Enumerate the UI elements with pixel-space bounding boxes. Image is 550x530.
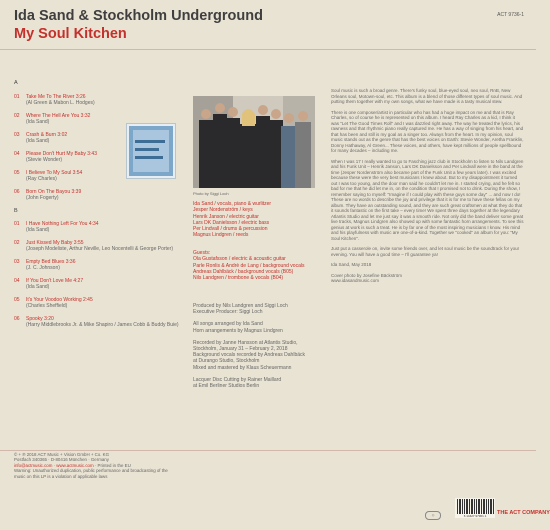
track-title: Please Don't Hurt My Baby 3:43: [26, 151, 97, 157]
credit-line: Mixed and mastered by Klaus Scheuermann: [193, 364, 292, 371]
credit-line: Horn arrangements by Magnus Lindgren: [193, 327, 283, 334]
musician: Jesper Nordenström / keys: [193, 207, 253, 214]
track-composer: (Charles Sheffield): [26, 303, 68, 310]
track-title: Crash & Burn 3:02: [26, 132, 68, 138]
track-composer: (Al Green & Mabon L. Hodges): [26, 100, 95, 107]
barcode-number: 6 14427 97361 1: [463, 514, 487, 518]
track-title: Spooky 3:20: [26, 316, 54, 322]
credit-line: Recorded by Janne Hansson at Atlantis Studio,: [193, 339, 298, 346]
track-title: Where The Hell Are You 3:32: [26, 113, 91, 119]
credit-line: at Durango Studio, Stockholm: [193, 358, 260, 365]
track-number: 05: [14, 170, 20, 176]
production-credits: [193, 303, 317, 389]
musician: Ida Sand / vocals, piano & wurlitzer: [193, 201, 272, 207]
guest: Parle Ronlis & Andrè de Lang / background vocals: [193, 262, 305, 269]
track-composer: (J. C. Johnson): [26, 265, 60, 272]
liner-paragraph: When I was 17 I really wanted to go to Fasching jazz club in Stockholm to listen to Nils Landgren and his Funk Unit – Henrik Janson, Lars DK Danielsson and Per Lindvall were in the band at the time (Jesper Nordenström also became part of the Funk Unit a few years later). I was excited because these were the very best musicians I knew about. But to my disappointment it turned out I was too young, and the door man said he couldn't let me in. I started crying, and he felt so bad for me that he did let me in, on the condition that I promised not to drink. During the show, I remember saying to myself: "Imagine if I could play with these guys some day" ... and now I do! These are no words to describe the joy and privilege that it is for me to have these fellas on my album. They have an outstanding sound, and they are such great craftsmen at what they do that it sounds fantastic on the first take – every time! We spent three days together at the legendary Atlantis Studio and let me just say it was a smooth ride. Not only did the band deliver some great live tracks, Magnus Lindgren also showed up with some fantastic horn arrangements. To see this genius at work is such a treat. He is by far one of the most inspiring musicians I know. His mind and his playfulness with music are one-of-a-kind. Together we "cooked" an album for you: "My Soul Kitchen".: [331, 158, 524, 241]
guests-heading: Guests:: [193, 250, 211, 256]
copyright: © + ℗ 2018 ACT Music + Vision GmbH + Co. KG: [14, 452, 110, 457]
side-a-label: A: [14, 80, 18, 86]
credit-line: Lacquer Disc Cutting by Rainer Maillard: [193, 376, 282, 383]
track-composer: (John Fogerty): [26, 195, 59, 202]
cover-photo-credit: Cover photo by Josefine Bäckström www.idasandmusic.com: [331, 272, 403, 283]
track-number: 06: [14, 316, 20, 322]
band-photo: [193, 96, 315, 188]
track-composer: (Ida Sand): [26, 119, 50, 126]
track-item: [14, 240, 174, 253]
track-title: It's Your Voodoo Working 2:45: [26, 297, 93, 303]
track-item: [14, 259, 174, 272]
liner-notes: [331, 88, 524, 289]
track-item: [14, 297, 174, 310]
side-b-label: B: [14, 208, 18, 214]
credit-line: All songs arranged by Ida Sand: [193, 321, 263, 328]
credit-line: at Emil Berliner Studios Berlin: [193, 383, 260, 390]
track-composer: (Ida Sand): [26, 138, 50, 145]
track-number: 06: [14, 189, 20, 195]
credit-line: Executive Producer: Siggi Loch: [193, 309, 263, 316]
liner-paragraph: Soul music is such a broad genre. There's funky soul, blue-eyed soul, neo soul, RnB, New Orleans soul, Motown-soul, etc. This album is a blend of those different types of soul music. And putting them together with my own songs, what we have made is a tasty musical stew.: [331, 88, 523, 104]
track-title: I Believe To My Soul 3:54: [26, 170, 83, 176]
track-number: 03: [14, 132, 20, 138]
liner-signature: Ida Sand, May 2018: [331, 262, 372, 267]
postal-address: Postfach 340365 · D-80416 München · Germany: [14, 457, 109, 463]
credit-line: Produced by Nils Landgren and Siggi Loch: [193, 303, 288, 309]
track-number: 05: [14, 297, 20, 303]
track-title: I Have Nothing Left For You 4:34: [26, 221, 99, 227]
musician: Lars DK Danielsson / electric bass: [193, 219, 270, 226]
guests-list: [193, 250, 317, 281]
email-link[interactable]: info@actmusic.com: [14, 462, 53, 468]
track-composer: (Ray Charles): [26, 176, 57, 183]
track-composer: (Joseph Modeliste, Arthur Neville, Leo Nocentelli & George Porter): [26, 246, 174, 253]
track-item: [14, 221, 174, 234]
promo-sticker: [127, 124, 175, 178]
musicians-list: [193, 201, 317, 239]
catalog-number: ACT 9736-1: [497, 12, 524, 18]
track-title: Born On The Bayou 3:39: [26, 189, 82, 195]
legal-warning: Warning: Unauthorized duplication, public performance and broadcasting of the music on this LP is a violation of applicable laws: [14, 468, 168, 479]
track-item: [14, 94, 174, 107]
credit-line: Background vocals recorded by Andreas Dahlbäck: [193, 352, 306, 359]
header-divider: [0, 49, 536, 50]
liner-paragraph: There is one composer/artist in particular who has had a huge impact on me and that is Ray Charles, so of course he is represented on this album. I heard Ray Charles as a kid, I think it was "Let The Good Times Roll" and I was dazzled right away. The way he treated the lyrics, his rawness and that rhythmic piano really captured me. He has a way of singing from his heart, and that has been and still is my goal as a singer too. Always from the heart. In my opinion, soul music stands out as the genre that has the best voices on Earth: Stevie Wonder, Aretha Franklin, Donny Hathaway, Al Green... These voices, and others, have kept millions of people spellbound for many decades – including me.: [331, 109, 524, 153]
photo-credit: Photo by Siggi Loch: [193, 191, 229, 196]
track-composer: (Ida Sand): [26, 227, 50, 234]
guest: Nils Landgren / trombone & vocals (B04): [193, 275, 284, 282]
track-composer: (Harry Middlebrooks Jr. & Mike Shapiro / James Cobb & Buddy Buie): [26, 322, 179, 329]
credit-line: Stockholm, January 31 – February 2, 2018: [193, 346, 288, 353]
track-composer: (Ida Sand): [26, 284, 50, 291]
artist-title: Ida Sand & Stockholm Underground: [14, 8, 263, 24]
track-title: If You Don't Love Me 4:27: [26, 278, 84, 284]
legal-footer: © + ℗ 2018 ACT Music + Vision GmbH + Co. KG Postfach 340365 · D-80416 München · Germany info@actmusic.com · www.actmusic.com · Printed in the EU Warning: Unauthorized duplication, public performance and broadcasting of the music on this LP is a violation of applicable laws: [14, 452, 174, 479]
track-title: Empty Bed Blues 3:36: [26, 259, 76, 265]
track-composer: (Stevie Wonder): [26, 157, 63, 164]
printed-in: Printed in the EU: [97, 462, 131, 468]
barcode: [455, 498, 495, 518]
track-number: 04: [14, 151, 20, 157]
track-title: Take Me To The River 3:26: [26, 94, 86, 100]
track-number: 04: [14, 278, 20, 284]
track-number: 03: [14, 259, 20, 265]
track-number: 01: [14, 94, 20, 100]
footer-divider: [0, 450, 536, 451]
musician: Henrik Janson / electric guitar: [193, 213, 259, 220]
track-number: 01: [14, 221, 20, 227]
track-item: [14, 189, 174, 202]
liner-paragraph: Just put a casserole on, invite some friends over, and let soul music be the soundtrack for your evening. You will have a good time – I'll guarantee ya!: [331, 246, 520, 257]
track-title: Just Kissed My Baby 3:55: [26, 240, 84, 246]
disc-symbol-icon: ◎: [425, 511, 441, 520]
musician: Per Lindvall / drums & percussion: [193, 226, 268, 233]
website-link[interactable]: www.actmusic.com: [56, 462, 94, 468]
label-logo: THE ACT COMPANY: [497, 510, 550, 516]
track-item: [14, 278, 174, 291]
track-item: [14, 316, 179, 329]
album-title: My Soul Kitchen: [14, 26, 127, 42]
musician: Magnus Lindgren / reeds: [193, 232, 249, 239]
guest: Andreas Dahlbäck / background vocals (B05): [193, 268, 294, 275]
track-number: 02: [14, 240, 20, 246]
guest: Ola Gustafsson / electric & acoustic guitar: [193, 256, 286, 263]
track-number: 02: [14, 113, 20, 119]
